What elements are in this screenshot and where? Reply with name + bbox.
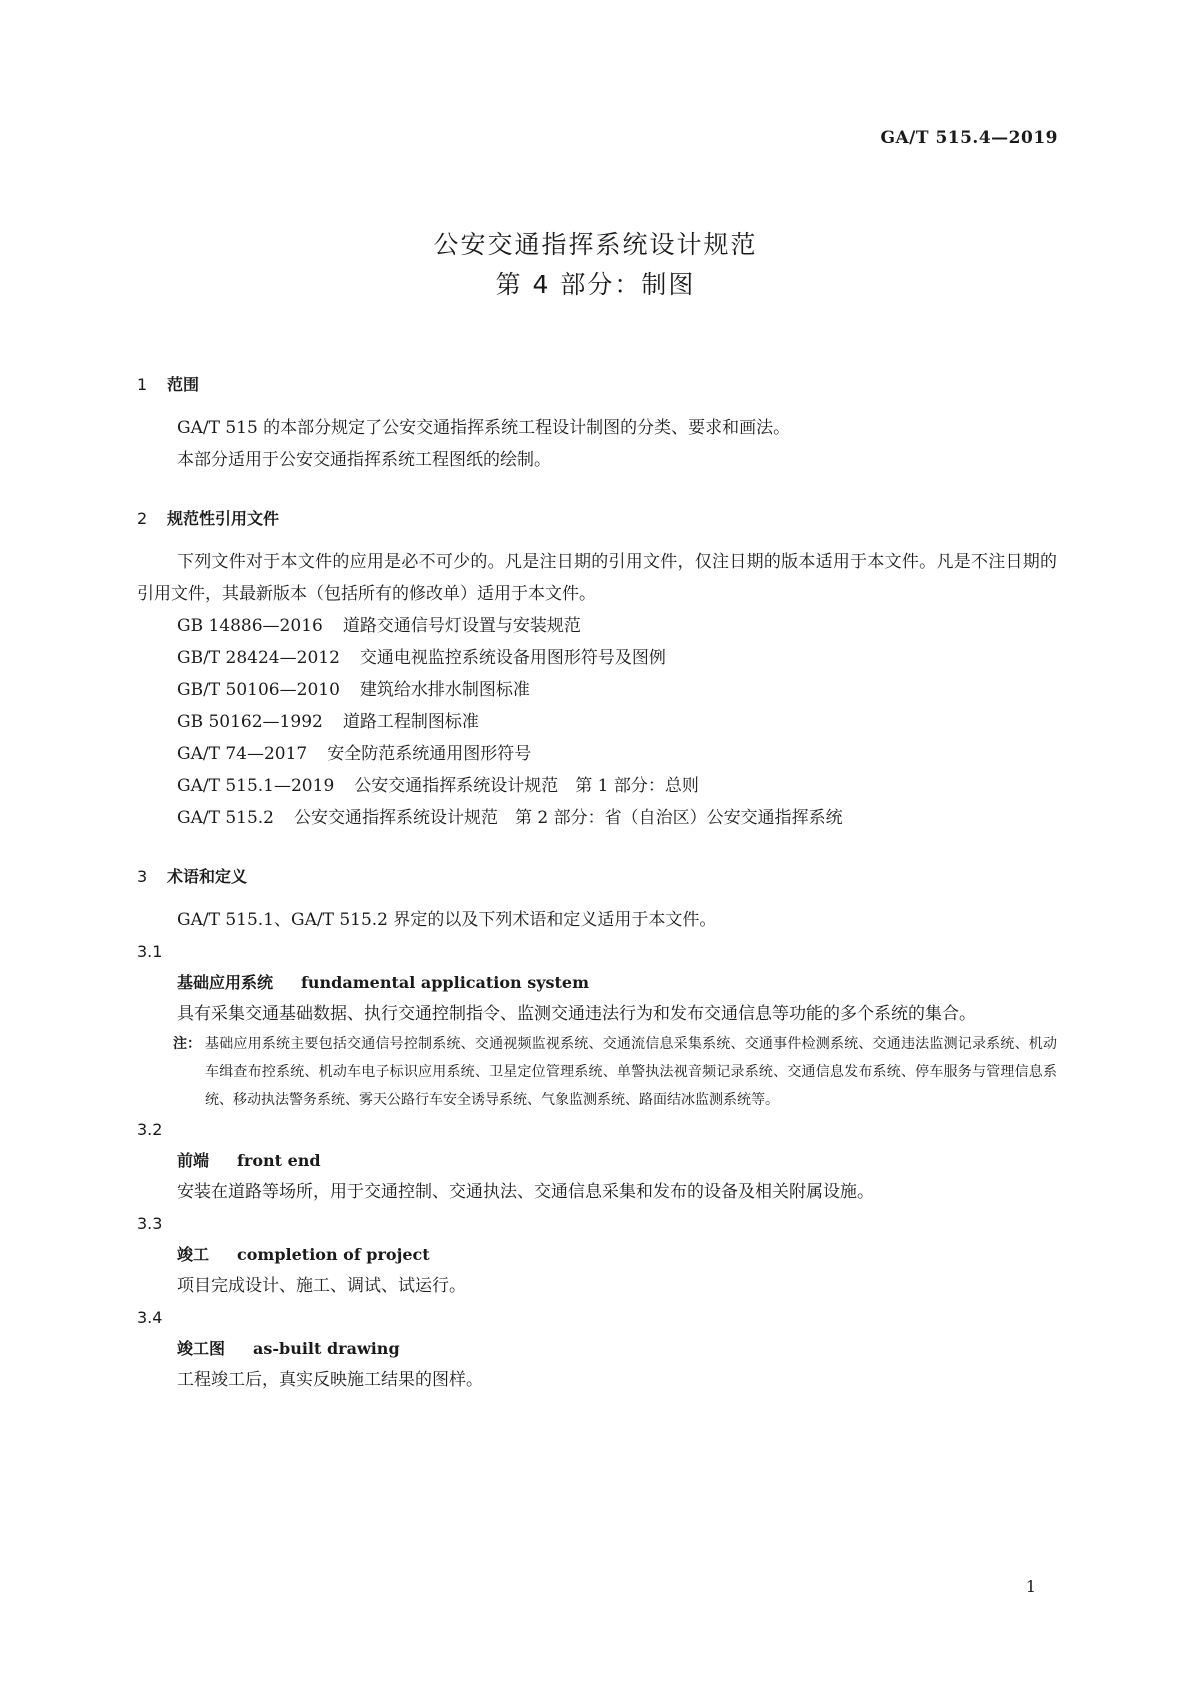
reference-title: 交通电视监控系统设备用图形符号及图例 <box>359 648 666 668</box>
term-name-en: front end <box>237 1151 321 1170</box>
section-number: 3 <box>137 867 148 886</box>
term-definition: 项目完成设计、施工、调试、试运行。 <box>177 1276 466 1296</box>
section-heading-scope <box>137 370 1057 400</box>
note-text: 基础应用系统主要包括交通信号控制系统、交通视频监视系统、交通流信息采集系统、交通事件检测系统、交通违法监测记录系统、机动车缉查布控系统、机动车电子标识应用系统、卫星定位管理系统、单警执法视音频记录系统、交通信息发布系统、停车服务与管理信息系统、移动执法警务系统、雾天公路行车安全诱导系统、气象监测系统、路面结冰监测系统等。 <box>205 1036 1057 1108</box>
reference-code: GB/T 50106—2010 <box>177 680 340 700</box>
term-definition: 工程竣工后，真实反映施工结果的图样。 <box>177 1370 483 1390</box>
reference-code: GA/T 74—2017 <box>177 744 308 764</box>
reference-item <box>137 610 1057 642</box>
page-number: 1 <box>1025 1577 1036 1596</box>
paragraph: 本部分适用于公安交通指挥系统工程图纸的绘制。 <box>177 450 551 470</box>
title-block <box>0 225 1191 305</box>
reference-item <box>137 738 1057 770</box>
term-name-zh: 基础应用系统 <box>177 973 274 992</box>
term-name <box>137 968 1057 998</box>
term-name-zh: 竣工 <box>177 1245 210 1264</box>
section-number: 1 <box>137 375 148 394</box>
term-name <box>137 1334 1057 1364</box>
reference-code: GB 14886—2016 <box>177 616 323 636</box>
document-body <box>137 370 1057 1396</box>
reference-code: GA/T 515.2 <box>177 808 274 828</box>
standard-code: GA/T 515.4—2019 <box>880 128 1058 148</box>
term-name-zh: 竣工图 <box>177 1339 226 1358</box>
term-name-zh: 前端 <box>177 1151 210 1170</box>
paragraph: 下列文件对于本文件的应用是必不可少的。凡是注日期的引用文件，仅注日期的版本适用于本文件。凡是不注日期的引用文件，其最新版本（包括所有的修改单）适用于本文件。 <box>137 552 1057 604</box>
term-note <box>137 1030 1057 1114</box>
reference-code: GA/T 515.1—2019 <box>177 776 335 796</box>
paragraph: GA/T 515.1、GA/T 515.2 界定的以及下列术语和定义适用于本文件。 <box>177 910 717 930</box>
reference-item <box>137 802 1057 834</box>
note-label: 注： <box>173 1036 201 1052</box>
reference-title: 道路工程制图标准 <box>342 712 479 732</box>
paragraph: GA/T 515 的本部分规定了公安交通指挥系统工程设计制图的分类、要求和画法。 <box>177 418 791 438</box>
term-definition: 具有采集交通基础数据、执行交通控制指令、监测交通违法行为和发布交通信息等功能的多个系统的集合。 <box>177 1004 976 1024</box>
term-name-en: as-built drawing <box>253 1339 400 1358</box>
section-heading-terms <box>137 862 1057 892</box>
term-number: 3.4 <box>137 1308 163 1327</box>
term-number: 3.3 <box>137 1214 163 1233</box>
reference-item <box>137 674 1057 706</box>
section-heading-normative-references <box>137 504 1057 534</box>
section-title: 术语和定义 <box>167 867 248 886</box>
reference-title: 公安交通指挥系统设计规范 第 2 部分：省（自治区）公安交通指挥系统 <box>294 808 843 828</box>
reference-title: 公安交通指挥系统设计规范 第 1 部分：总则 <box>354 776 699 796</box>
term-number: 3.2 <box>137 1120 163 1139</box>
document-title: 公安交通指挥系统设计规范 <box>433 230 758 259</box>
document-subtitle: 第 4 部分：制图 <box>495 270 696 299</box>
section-title: 规范性引用文件 <box>167 509 280 528</box>
section-title: 范围 <box>167 375 200 394</box>
reference-code: GB 50162—1992 <box>177 712 323 732</box>
reference-item <box>137 642 1057 674</box>
term-name-en: completion of project <box>237 1245 430 1264</box>
term-number: 3.1 <box>137 942 163 961</box>
reference-title: 道路交通信号灯设置与安装规范 <box>342 616 581 636</box>
reference-title: 安全防范系统通用图形符号 <box>327 744 532 764</box>
section-number: 2 <box>137 509 148 528</box>
term-name <box>137 1240 1057 1270</box>
reference-code: GB/T 28424—2012 <box>177 648 340 668</box>
reference-item <box>137 706 1057 738</box>
term-name <box>137 1146 1057 1176</box>
term-name-en: fundamental application system <box>301 973 590 992</box>
reference-item <box>137 770 1057 802</box>
reference-title: 建筑给水排水制图标准 <box>359 680 530 700</box>
term-definition: 安装在道路等场所，用于交通控制、交通执法、交通信息采集和发布的设备及相关附属设施。 <box>177 1182 874 1202</box>
